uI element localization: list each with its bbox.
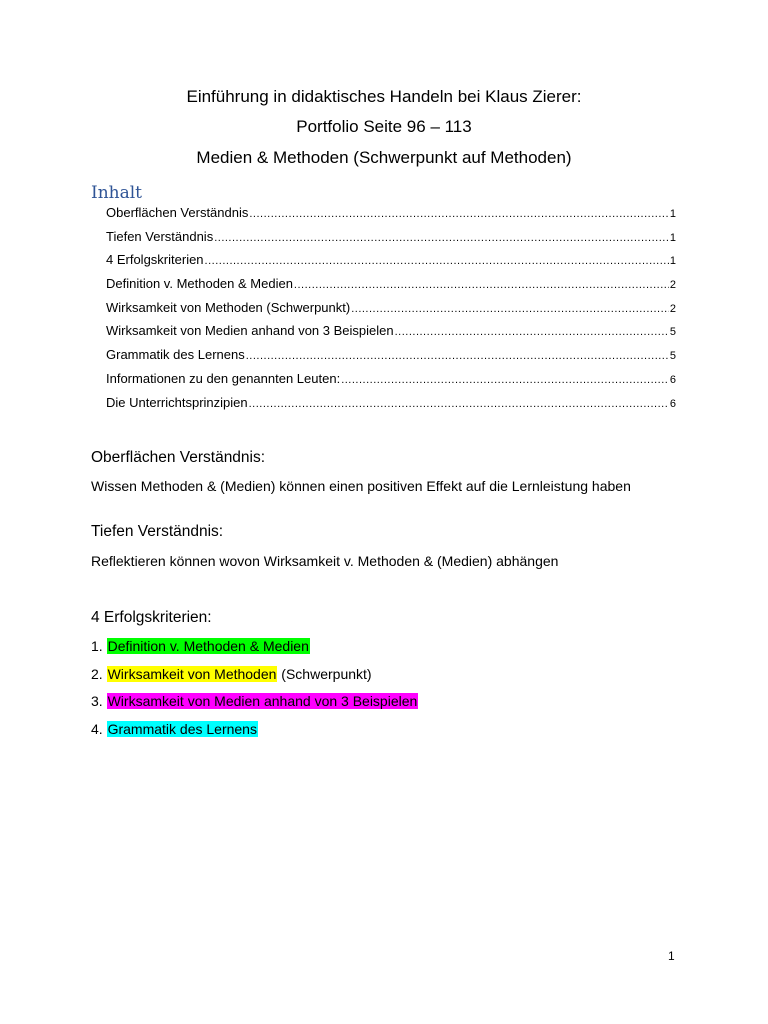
- toc-entry-label: Definition v. Methoden & Medien: [106, 276, 293, 292]
- toc-entry[interactable]: [106, 395, 676, 419]
- document-title: Einführung in didaktisches Handeln bei Klaus Zierer:: [186, 87, 582, 106]
- criteria-item: [91, 638, 310, 655]
- toc-entry[interactable]: [106, 229, 676, 253]
- toc-entry-label: Informationen zu den genannten Leuten:: [106, 370, 341, 386]
- table-of-contents: [106, 205, 676, 418]
- toc-heading: Inhalt: [91, 183, 143, 203]
- toc-entry-page: 6: [669, 373, 676, 386]
- toc-entry-page: 1: [669, 231, 676, 244]
- toc-entry[interactable]: [106, 252, 676, 276]
- toc-leader-dots: [294, 279, 669, 291]
- toc-entry-label: Grammatik des Lernens: [106, 347, 245, 363]
- toc-leader-dots: [341, 374, 669, 386]
- criteria-highlight: Grammatik des Lernens: [107, 721, 257, 737]
- criteria-highlight: Wirksamkeit von Medien anhand von 3 Beispielen: [107, 693, 418, 709]
- toc-entry-page: 1: [669, 208, 676, 220]
- toc-entry-page: 5: [669, 350, 676, 363]
- criteria-number: 1.: [91, 638, 103, 654]
- criteria-item: [91, 693, 418, 710]
- toc-leader-dots: [351, 303, 669, 315]
- toc-leader-dots: [249, 208, 669, 220]
- section-heading-criteria: 4 Erfolgskriterien:: [91, 609, 212, 626]
- toc-entry[interactable]: [106, 276, 676, 300]
- criteria-highlight: Wirksamkeit von Methoden: [107, 666, 277, 682]
- criteria-number: 3.: [91, 693, 103, 709]
- criteria-highlight: Definition v. Methoden & Medien: [107, 638, 309, 654]
- document-topic: Medien & Methoden (Schwerpunkt auf Methoden): [196, 148, 572, 167]
- criteria-rest: (Schwerpunkt): [277, 666, 372, 682]
- toc-entry-page: 5: [669, 326, 676, 339]
- section-heading-surface: Oberflächen Verständnis:: [91, 449, 266, 466]
- criteria-number: 4.: [91, 721, 103, 737]
- toc-entry[interactable]: [106, 205, 676, 229]
- toc-entry-label: Wirksamkeit von Methoden (Schwerpunkt): [106, 299, 351, 315]
- toc-leader-dots: [249, 398, 669, 410]
- toc-entry-page: 6: [669, 397, 676, 410]
- toc-entry[interactable]: [106, 347, 676, 371]
- toc-entry-page: 2: [669, 279, 676, 292]
- toc-entry[interactable]: [106, 371, 676, 395]
- toc-leader-dots: [246, 350, 669, 362]
- toc-leader-dots: [395, 326, 669, 338]
- toc-entry[interactable]: [106, 323, 676, 347]
- section-text-surface: Wissen Methoden & (Medien) können einen positiven Effekt auf die Lernleistung haben: [91, 478, 631, 494]
- section-text-deep: Reflektieren können wovon Wirksamkeit v. Methoden & (Medien) abhängen: [91, 553, 559, 569]
- toc-entry[interactable]: [106, 300, 676, 324]
- toc-entry-label: Tiefen Verständnis: [106, 228, 214, 244]
- section-heading-deep: Tiefen Verständnis:: [91, 523, 224, 540]
- toc-entry-page: 1: [669, 255, 676, 268]
- criteria-number: 2.: [91, 666, 103, 682]
- criteria-item: [91, 666, 372, 683]
- page-number: 1: [668, 949, 675, 963]
- criteria-item: [91, 721, 258, 738]
- toc-entry-label: 4 Erfolgskriterien: [106, 252, 204, 268]
- toc-leader-dots: [205, 255, 669, 267]
- document-subtitle: Portfolio Seite 96 – 113: [296, 117, 472, 136]
- toc-entry-label: Oberflächen Verständnis: [106, 205, 249, 220]
- toc-leader-dots: [214, 232, 669, 244]
- toc-entry-label: Die Unterrichtsprinzipien: [106, 394, 248, 410]
- toc-entry-label: Wirksamkeit von Medien anhand von 3 Beispielen: [106, 323, 394, 339]
- toc-entry-page: 2: [669, 302, 676, 315]
